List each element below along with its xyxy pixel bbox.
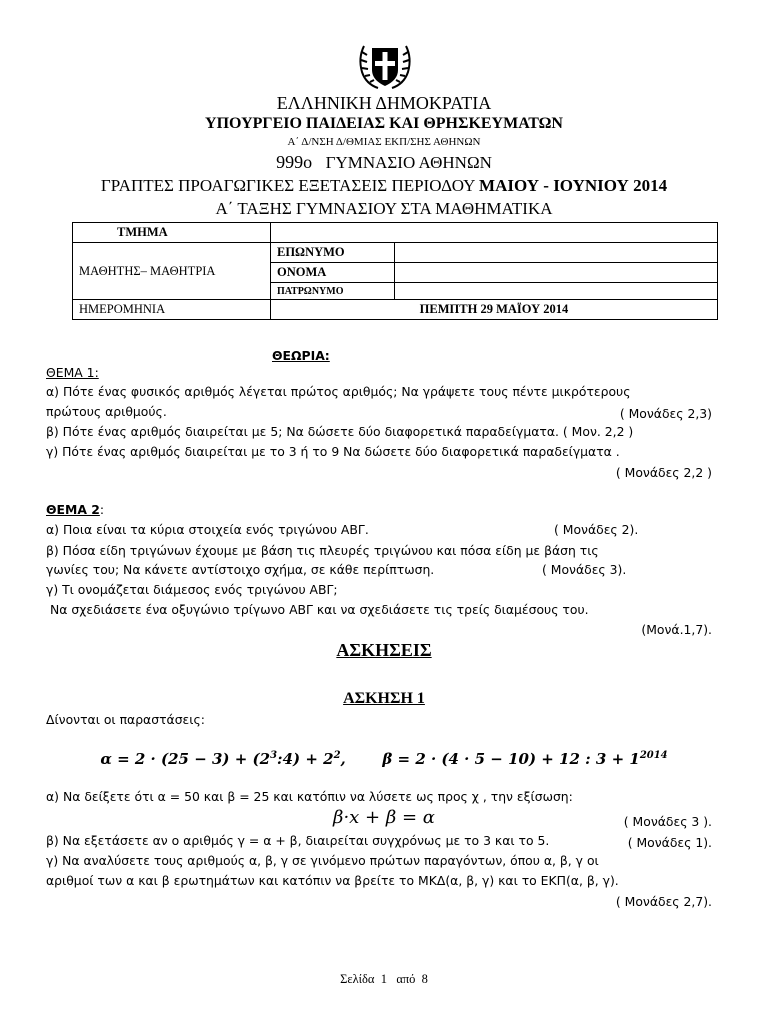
exam-period: ΜΑΙΟΥ - ΙΟΥΝΙΟΥ 2014: [479, 176, 668, 195]
school-name: ΓΥΜΝΑΣΙΟ ΑΘΗΝΩΝ: [325, 153, 492, 172]
topic2-b-points: ( Μονάδες 3).: [542, 562, 627, 577]
exercise1-c-line1: γ) Να αναλύσετε τους αριθμούς α, β, γ σε γινόμενο πρώτων παραγόντων, όπου α, β, γ οι: [46, 853, 599, 868]
class-line: Α΄ ΤΑΞΗΣ ΓΥΜΝΑΣΙΟΥ ΣΤΑ ΜΑΘΗΜΑΤΙΚΑ: [215, 199, 553, 218]
greek-coat-of-arms-icon: [356, 42, 414, 92]
exercise1-a: α) Να δείξετε ότι α = 50 και β = 25 και κατόπιν να λύσετε ως προς χ , την εξίσωση:: [46, 789, 573, 804]
student-info-table: [72, 222, 718, 320]
topic1-a-line2: πρώτους αριθμούς.: [46, 404, 167, 419]
beta-expression: β = 2 · (4 · 5 − 10) + 12 : $3 + 1^{2014}$: [382, 750, 668, 768]
surname-label: ΕΠΩΝΥΜΟ: [271, 243, 395, 263]
exercise1-c-points: ( Μονάδες 2,7).: [615, 894, 712, 909]
given-expressions: [0, 750, 768, 768]
exercises-title: ΑΣΚΗΣΕΙΣ: [336, 640, 432, 660]
topic2-a: α) Ποια είναι τα κύρια στοιχεία ενός τριγώνου ΑΒΓ.: [46, 522, 369, 537]
father-field[interactable]: [395, 283, 718, 300]
student-label: ΜΑΘΗΤΗΣ– ΜΑΘΗΤΡΙΑ: [73, 243, 271, 300]
exercise1-b-points: ( Μονάδες 1).: [627, 835, 712, 850]
father-label: ΠΑΤΡΩΝΥΜΟ: [271, 283, 395, 300]
topic1-b: β) Πότε ένας αριθμός διαιρείται με 5; Να δώσετε δύο διαφορετικά παραδείγματα. ( Μον. 2,2 ): [46, 424, 634, 439]
date-value: ΠΕΜΠΤΗ 29 ΜΑΪΟΥ 2014: [271, 300, 718, 320]
exercise1-c-line2: αριθμοί των α και β ερωτημάτων και κατόπιν να βρείτε το ΜΚΔ(α, β, γ) και το ΕΚΠ(α, β, γ).: [46, 873, 619, 888]
school-line: [0, 152, 768, 173]
date-label: ΗΜΕΡΟΜΗΝΙΑ: [73, 300, 271, 320]
exercise1-b: β) Να εξετάσετε αν ο αριθμός γ = α + β, διαιρείται συγχρόνως με το 3 και το 5.: [46, 833, 550, 848]
topic2-c-points: (Μονά.1,7).: [641, 622, 712, 637]
topic1-title: ΘΕΜΑ 1:: [46, 365, 99, 380]
section-label: ΤΜΗΜΑ: [73, 223, 271, 243]
exam-prefix: ΓΡΑΠΤΕΣ ΠΡΟΑΓΩΓΙΚΕΣ ΕΞΕΤΑΣΕΙΣ ΠΕΡΙΟΔΟΥ: [100, 176, 475, 195]
exercise1-title: ΑΣΚΗΣΗ 1: [343, 690, 425, 707]
topic2-b-line2: γωνίες του; Να κάνετε αντίστοιχο σχήμα, σε κάθε περίπτωση.: [46, 562, 435, 577]
surname-row: [73, 243, 718, 263]
exercise1-a-points: ( Μονάδες 3 ).: [623, 814, 712, 829]
topic2-c-line1: γ) Τι ονομάζεται διάμεσος ενός τριγώνου ΑΒΓ;: [46, 582, 338, 597]
exam-title: [0, 176, 768, 196]
topic2-title-line: [46, 504, 104, 516]
section-field[interactable]: [271, 223, 718, 243]
topic1-a-line1: α) Πότε ένας φυσικός αριθμός λέγεται πρώτος αριθμός; Να γράψετε τους πέντε μικρότερους: [46, 384, 631, 399]
exercise1-intro: Δίνονται οι παραστάσεις:: [46, 712, 205, 727]
equation: β·x + β = α: [333, 807, 435, 828]
theory-title: ΘΕΩΡΙΑ:: [272, 348, 330, 363]
section-row: [73, 223, 718, 243]
topic2-c-line2: Να σχεδιάσετε ένα οξυγώνιο τρίγωνο ΑΒΓ και να σχεδιάσετε τις τρείς διαμέσους του.: [50, 602, 589, 617]
republic-title: ΕΛΛΗΝΙΚΗ ΔΗΜΟΚΡΑΤΙΑ: [276, 93, 492, 113]
topic2-title-suffix: :: [99, 502, 105, 517]
directorate-title: Α΄ Δ/ΝΣΗ Δ/ΘΜΙΑΣ ΕΚΠ/ΣΗΣ ΑΘΗΝΩΝ: [287, 136, 481, 148]
school-number: 999ο: [276, 152, 313, 172]
topic1-c-points: ( Μονάδες 2,2 ): [615, 465, 712, 480]
alpha-expression: $\alpha = 2 \cdot (25 - 3) + (2^3:4) + 2^2$,: [100, 750, 346, 768]
name-field[interactable]: [395, 263, 718, 283]
topic1-c: γ) Πότε ένας αριθμός διαιρείται με το 3 ή το 9 Να δώσετε δύο διαφορετικά παραδείγματα .: [46, 444, 620, 459]
date-row: [73, 300, 718, 320]
topic2-a-points: ( Μονάδες 2).: [554, 522, 639, 537]
name-label: ΟΝΟΜΑ: [271, 263, 395, 283]
ministry-title: ΥΠΟΥΡΓΕΙΟ ΠΑΙΔΕΙΑΣ ΚΑΙ ΘΡΗΣΚΕΥΜΑΤΩΝ: [205, 115, 563, 132]
page-number: Σελίδα 1 από 8: [340, 972, 428, 986]
topic2-b-line1: β) Πόσα είδη τριγώνων έχουμε με βάση τις πλευρές τριγώνου και πόσα είδη με βάση τις: [46, 543, 599, 558]
topic2-title: ΘΕΜΑ 2: [46, 502, 100, 517]
surname-field[interactable]: [395, 243, 718, 263]
topic1-a-points: ( Μονάδες 2,3): [619, 406, 712, 421]
